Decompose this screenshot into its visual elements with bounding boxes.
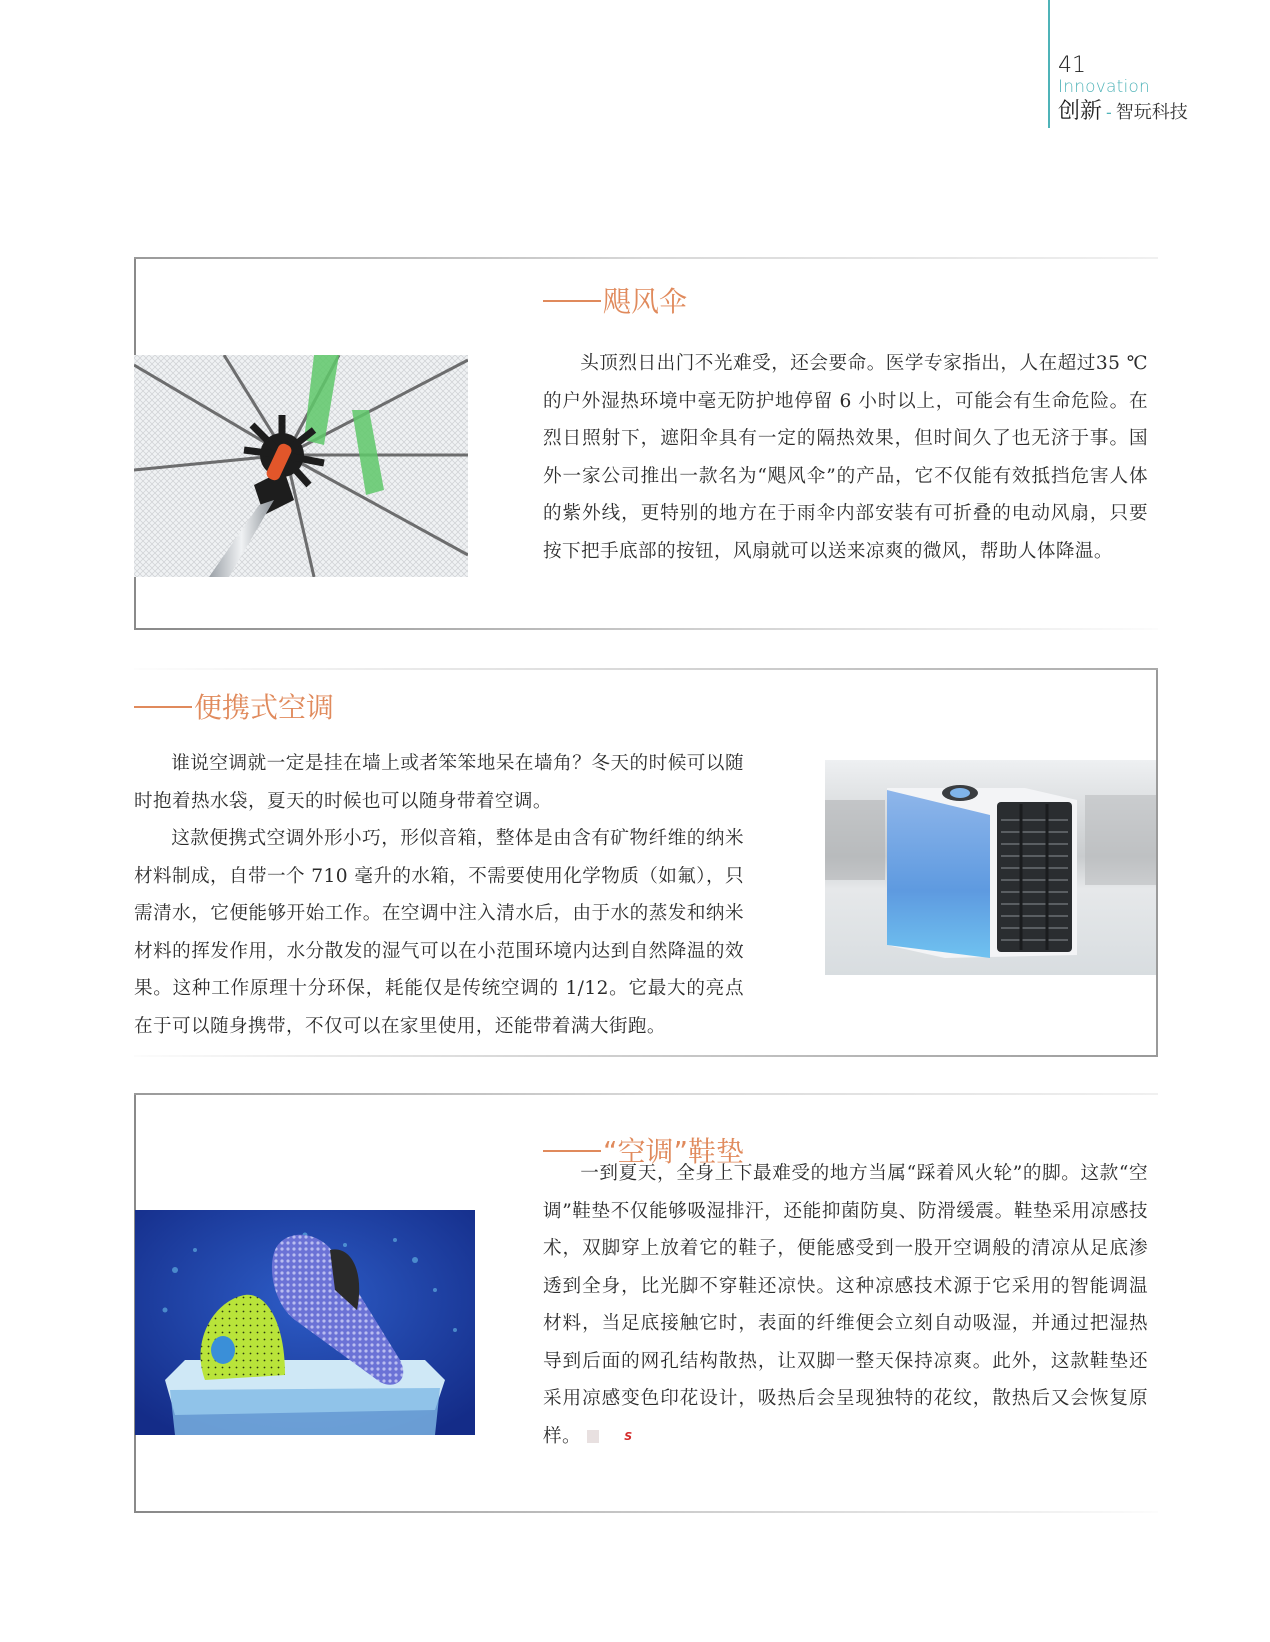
box-border [134, 257, 1158, 259]
box-border [134, 628, 1158, 630]
page-number: 41 [1058, 53, 1086, 78]
section-name-en: Innovation [1058, 77, 1151, 97]
page-header [1058, 54, 1258, 128]
paragraph: 谁说空调就一定是挂在墙上或者笨笨地呆在墙角？冬天的时候可以随时抱着热水袋，夏天的时候也可以随身带着空调。 [134, 753, 744, 812]
paragraph [543, 1155, 1148, 1455]
box-border [134, 1511, 1158, 1513]
article-body-umbrella [543, 345, 1148, 570]
box-border [134, 1093, 1158, 1095]
subsection-title: 智玩科技 [1115, 102, 1188, 123]
paragraph-text: 一到夏天，全身上下最难受的地方当属“踩着风火轮”的脚。这款“空调”鞋垫不仅能够吸湿排汗，还能抑菌防臭、防滑缓震。鞋垫采用凉感技术，双脚穿上放着它的鞋子，便能感受到一股开空调般的清凉从足底渗透到全身，比光脚不穿鞋还凉快。这种凉感技术源于它采用的智能调温材料，当足底接触它时，表面的纤维便会立刻自动吸湿，并通过把湿热导到后面的网孔结构散热，让双脚一整天保持凉爽。此外，这款鞋垫还采用凉感变色印花设计，吸热后会呈现独特的花纹，散热后又会恢复原样。 [543, 1163, 1148, 1447]
end-of-article-mark-icon: S [587, 1430, 599, 1443]
box-border [134, 1055, 1158, 1057]
portable-ac-photo-icon [825, 760, 1156, 975]
header-divider [1048, 0, 1050, 128]
section-name-cn [1058, 97, 1258, 128]
umbrella-photo-icon [134, 355, 468, 577]
paragraph: 头顶烈日出门不光难受，还会要命。医学专家指出，人在超过35 ℃的户外湿热环境中毫无防护地停留 6 小时以上，可能会有生命危险。在烈日照射下，遮阳伞具有一定的隔热效果，但时间久了也无济于事。国外一家公司推出一款名为“飓风伞”的产品，它不仅能有效抵挡危害人体的紫外线，更特别的地方在于雨伞内部安装有可折叠的电动风扇，只要按下把手底部的按钮，风扇就可以送来凉爽的微风，帮助人体降温。 [543, 353, 1148, 562]
umbrella-image [134, 355, 468, 577]
box-border [134, 668, 1158, 670]
article-title-portable-ac [134, 690, 334, 726]
section-separator: - [1106, 103, 1112, 122]
article-body-insoles [543, 1155, 1148, 1455]
box-border [1156, 668, 1158, 1057]
article-body-portable-ac [134, 745, 744, 1045]
title-dash [134, 706, 192, 708]
title-dash [543, 300, 601, 302]
section-title: 创新 [1058, 99, 1103, 124]
article-title-text: 飓风伞 [603, 285, 688, 318]
portable-ac-image [825, 760, 1156, 975]
insoles-photo-icon [135, 1210, 475, 1435]
article-title-umbrella [543, 284, 687, 320]
paragraph: 这款便携式空调外形小巧，形似音箱，整体是由含有矿物纤维的纳米材料制成，自带一个 710 毫升的水箱，不需要使用化学物质（如氟），只需清水，它便能够开始工作。在空调中注入清水后，由于水的蒸发和纳米材料的挥发作用，水分散发的湿气可以在小范围环境内达到自然降温的效果。这种工作原理十分环保，耗能仅是传统空调的 1/12。它最大的亮点在于可以随身携带，不仅可以在家里使用，还能带着满大街跑。 [134, 828, 744, 1037]
article-title-text: 便携式空调 [194, 691, 335, 724]
article-title-text: “空调”鞋垫 [603, 1135, 745, 1168]
title-dash [543, 1150, 601, 1152]
insoles-image [135, 1210, 475, 1435]
